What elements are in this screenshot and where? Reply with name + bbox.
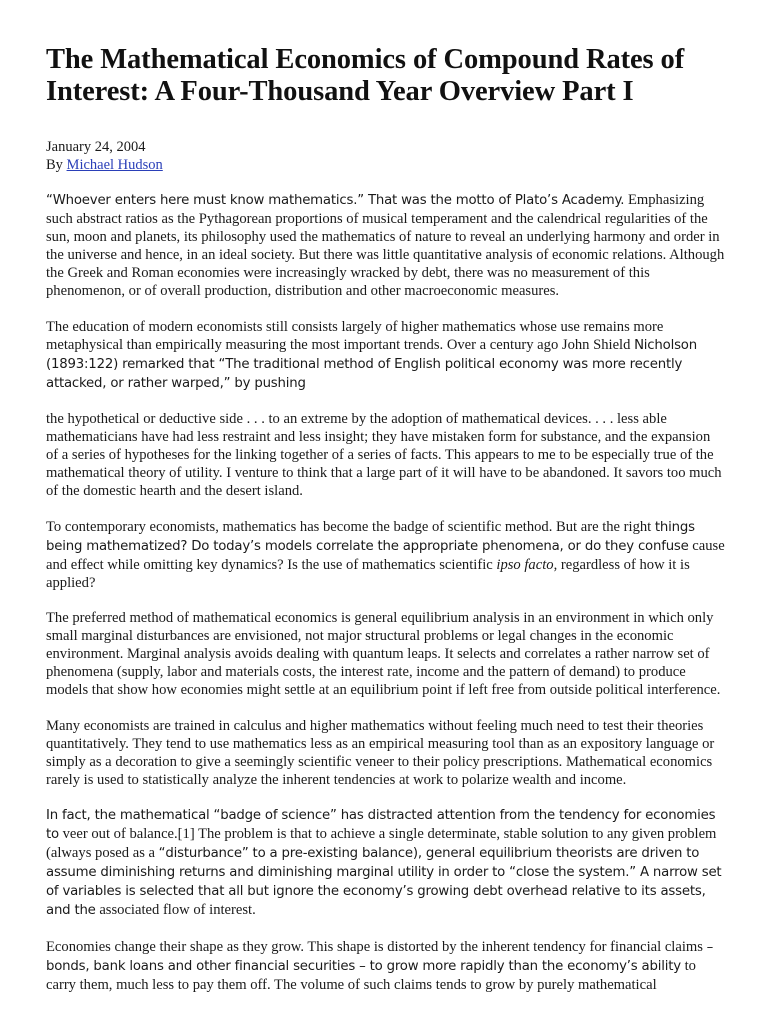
byline-label: By [46, 157, 63, 173]
paragraph-7-text-a: In fact, the mathematical “badge of science” has distracted attention from the tendency for economies to [46, 808, 716, 842]
paragraph-8-text-c: to carry them, much less to pay them off. The volume of such claims tends to grow by purely mathematical [46, 957, 696, 993]
paragraph-6: Many economists are trained in calculus and higher mathematics without feeling much need to test their theories quantitatively. They tend to use mathematics less as an empirical measuring tool than as an expository language or simply as a decoration to give a seemingly scientific veneer to their policy prescriptions. Mathematical economics rarely is used to statistically analyze the inherent tendencies at work to polarize wealth and income. [46, 717, 715, 788]
paragraph-2 [46, 318, 726, 393]
paragraph-7-text-c: “disturbance” to a pre-existing balance), general equilibrium theorists are driven to assume diminishing returns and diminishing marginal utility in order to “close the system.” A narrow set of variables is selected that all but ignore the economy’s growing debt overhead relative to its assets, and the [46, 846, 722, 918]
article-body [46, 191, 726, 994]
paragraph-5: The preferred method of mathematical economics is general equilibrium analysis in an environment in which only small marginal disturbances are envisioned, not major structural problems or legal changes in the economic environment. Marginal analysis avoids dealing with quantum leaps. It selects and correlates a rather narrow set of phenomena (supply, labor and materials costs, the interest rate, income and the pattern of demand) to produce models that show how economies might settle at an equilibrium point if left free from outside political interference. [46, 610, 721, 698]
paragraph-8-text-a: Economies change their shape as they grow. This shape is distorted by the inherent tendency for financial claims [46, 938, 707, 955]
article-date: January 24, 2004 [46, 139, 146, 155]
paragraph-7-text-b: veer out of balance.[1] The problem is that to achieve a single determinate, stable solution to any given problem (always posed as a [46, 826, 717, 861]
article-title: The Mathematical Economics of Compound Rates of Interest: A Four-Thousand Year Overview Part I [46, 44, 685, 107]
paragraph-4-text-a: To contemporary economists, mathematics has become the badge of scientific method. But are the right [46, 518, 655, 535]
author-link[interactable]: Michael Hudson [66, 157, 163, 173]
paragraph-4-text-d: , regardless of how it is applied? [46, 556, 690, 591]
paragraph-4 [46, 518, 726, 592]
paragraph-1-text: Emphasizing such abstract ratios as the Pythagorean proportions of musical temperament and the calendrical regularities of the sun, moon and planets, its philosophy used the mathematics of nature to reveal an underlying harmony and order in the universe and hence, in an ideal society. But there was little quantitative analysis of economic relations. Although the Greek and Roman economies were increasingly wracked by debt, there was no measurement of this phenomenon, or of overall production, distribution and other macroeconomic measures. [46, 192, 725, 299]
paragraph-2-text: The education of modern economists still consists largely of higher mathematics whose use remains more metaphysical than empirically measuring the most important trends. Over a century ago John Shield [46, 318, 664, 353]
paragraph-3-blockquote: the hypothetical or deductive side . . . to an extreme by the adoption of mathematical devices. . . . less able mathematicians have had less restraint and less insight; they have mistaken form for substance, and the expansion of a series of hypotheses for the linking together of a series of facts. This appears to me to be especially true of the mathematical theory of utility. I venture to think that a large part of it will have to be abandoned. It savors too much of the domestic hearth and the desert island. [46, 411, 722, 499]
paragraph-4-text-b: things being mathematized? Do today’s models correlate the appropriate phenomena, or do they confuse [46, 519, 695, 554]
paragraph-4-text-c: cause and effect while omitting key dynamics? Is the use of mathematics scientific [46, 537, 725, 573]
paragraph-7 [46, 806, 726, 920]
paragraph-8 [46, 938, 726, 994]
paragraph-4-emphasis: ipso facto [496, 556, 554, 573]
paragraph-1-opening: “Whoever enters here must know mathematics.” That was the motto of Plato’s Academy. [46, 193, 625, 208]
paragraph-8-text-b: – bonds, bank loans and other financial securities – to grow more rapidly than the economy’s ability [46, 939, 714, 974]
article-meta [46, 138, 726, 174]
paragraph-1 [46, 191, 726, 300]
paragraph-7-text-d: associated flow of interest. [95, 902, 256, 918]
paragraph-2-quote: Nicholson (1893:122) remarked that “The traditional method of English political economy was more recently attacked, or rather warped,” by pushing [46, 337, 697, 391]
article [46, 44, 726, 1011]
byline [46, 156, 726, 174]
